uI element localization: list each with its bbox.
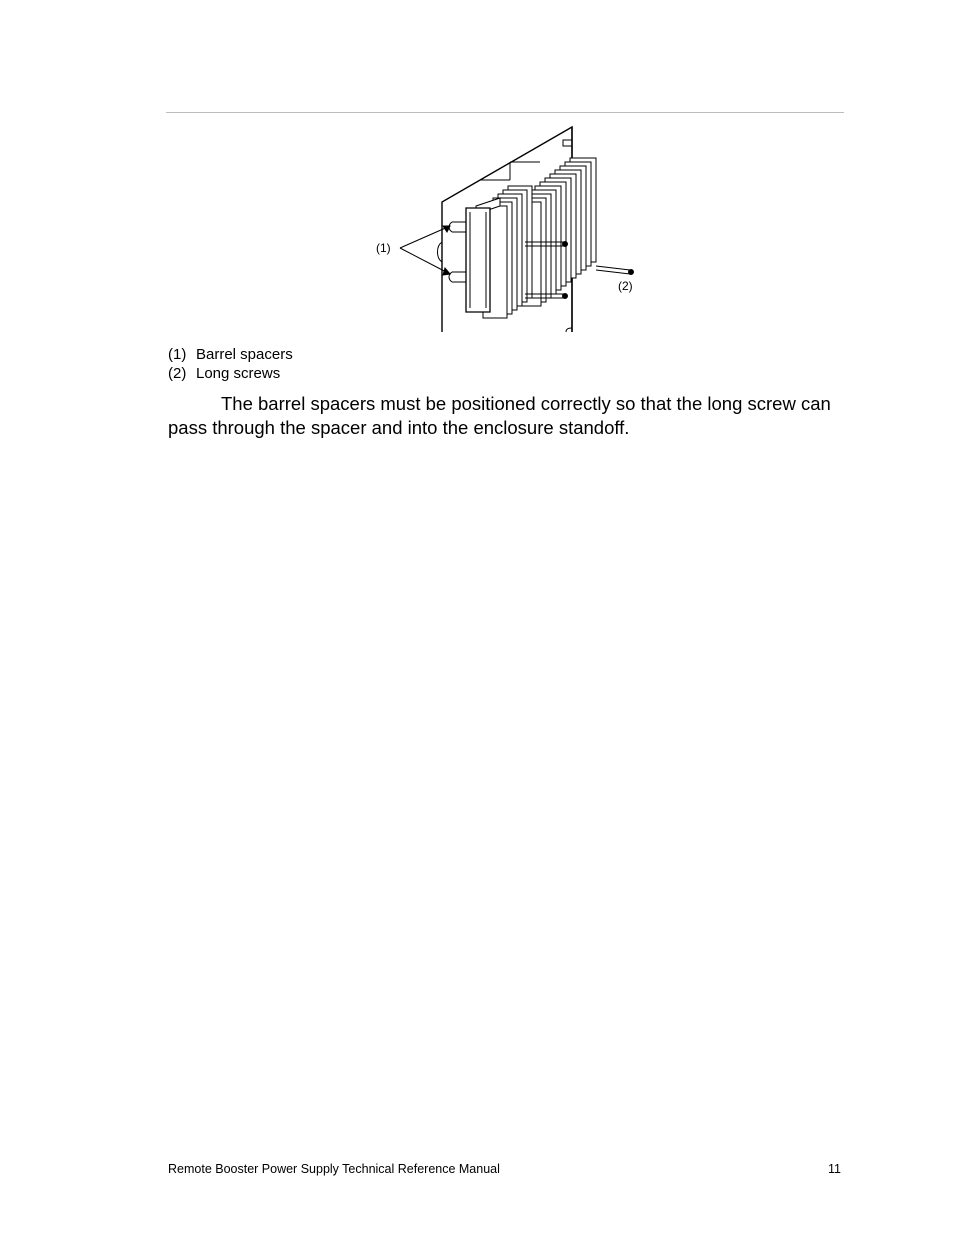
callout-2-label: (2) [618, 279, 633, 293]
legend-number: (2) [168, 365, 187, 382]
legend-number: (1) [168, 346, 187, 363]
legend-item [168, 345, 293, 364]
footer-page-number: 11 [828, 1162, 841, 1176]
legend-item [168, 364, 293, 383]
heatsink-assembly-figure [360, 122, 660, 334]
body-paragraph: The barrel spacers must be positioned correctly so that the long screw can pass through the spacer and into the enclosure standoff. [168, 393, 831, 438]
heatsink-illustration [360, 122, 660, 334]
legend-label: Barrel spacers [196, 346, 293, 363]
front-heatsink [466, 186, 532, 318]
figure-legend [168, 345, 293, 383]
callout-1-label: (1) [376, 241, 391, 255]
header-rule [166, 112, 844, 113]
legend-label: Long screws [196, 365, 281, 382]
footer-document-title: Remote Booster Power Supply Technical Reference Manual [168, 1162, 500, 1176]
